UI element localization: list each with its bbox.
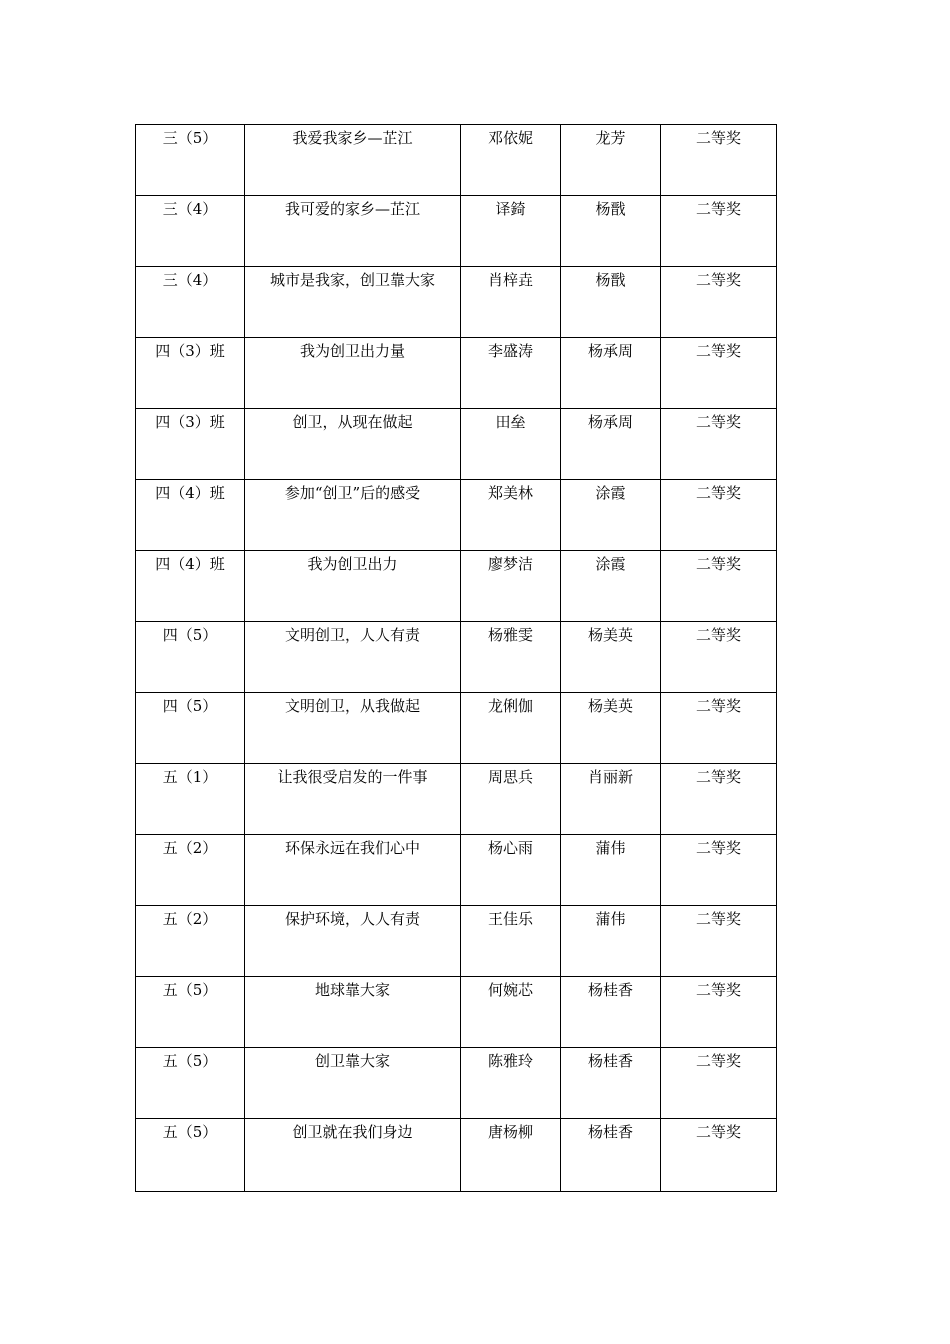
class-cell: 五（2） <box>136 835 245 906</box>
table-row <box>136 977 777 1048</box>
teacher-cell: 杨戬 <box>561 267 661 338</box>
table-row <box>136 622 777 693</box>
class-cell: 四（5） <box>136 622 245 693</box>
title-cell: 我为创卫出力量 <box>245 338 461 409</box>
award-cell: 二等奖 <box>661 693 777 764</box>
class-cell: 五（5） <box>136 977 245 1048</box>
table-row <box>136 551 777 622</box>
title-cell: 让我很受启发的一件事 <box>245 764 461 835</box>
teacher-cell: 杨戬 <box>561 196 661 267</box>
teacher-cell: 蒲伟 <box>561 835 661 906</box>
title-cell: 参加“创卫”后的感受 <box>245 480 461 551</box>
student-cell: 田垒 <box>461 409 561 480</box>
award-cell: 二等奖 <box>661 835 777 906</box>
teacher-cell: 杨承周 <box>561 409 661 480</box>
award-cell: 二等奖 <box>661 196 777 267</box>
table-row <box>136 196 777 267</box>
award-cell: 二等奖 <box>661 125 777 196</box>
teacher-cell: 杨桂香 <box>561 977 661 1048</box>
table-row <box>136 764 777 835</box>
award-cell: 二等奖 <box>661 764 777 835</box>
student-cell: 龙俐伽 <box>461 693 561 764</box>
student-cell: 杨雅雯 <box>461 622 561 693</box>
class-cell: 五（5） <box>136 1119 245 1192</box>
title-cell: 创卫，从现在做起 <box>245 409 461 480</box>
award-cell: 二等奖 <box>661 977 777 1048</box>
class-cell: 三（4） <box>136 196 245 267</box>
student-cell: 廖梦洁 <box>461 551 561 622</box>
award-cell: 二等奖 <box>661 1119 777 1192</box>
class-cell: 三（5） <box>136 125 245 196</box>
title-cell: 地球靠大家 <box>245 977 461 1048</box>
class-cell: 三（4） <box>136 267 245 338</box>
award-cell: 二等奖 <box>661 906 777 977</box>
class-cell: 四（4）班 <box>136 551 245 622</box>
class-cell: 五（1） <box>136 764 245 835</box>
table-row <box>136 835 777 906</box>
award-cell: 二等奖 <box>661 551 777 622</box>
class-cell: 四（4）班 <box>136 480 245 551</box>
teacher-cell: 杨桂香 <box>561 1048 661 1119</box>
title-cell: 保护环境，人人有责 <box>245 906 461 977</box>
title-cell: 创卫就在我们身边 <box>245 1119 461 1192</box>
student-cell: 译錡 <box>461 196 561 267</box>
student-cell: 周思兵 <box>461 764 561 835</box>
title-cell: 我爱我家乡—芷江 <box>245 125 461 196</box>
student-cell: 郑美林 <box>461 480 561 551</box>
title-cell: 环保永远在我们心中 <box>245 835 461 906</box>
teacher-cell: 肖丽新 <box>561 764 661 835</box>
student-cell: 何婉芯 <box>461 977 561 1048</box>
class-cell: 四（3）班 <box>136 338 245 409</box>
class-cell: 四（3）班 <box>136 409 245 480</box>
award-cell: 二等奖 <box>661 480 777 551</box>
table-row <box>136 480 777 551</box>
title-cell: 城市是我家，创卫靠大家 <box>245 267 461 338</box>
student-cell: 李盛涛 <box>461 338 561 409</box>
student-cell: 邓依妮 <box>461 125 561 196</box>
award-cell: 二等奖 <box>661 409 777 480</box>
award-cell: 二等奖 <box>661 1048 777 1119</box>
table-row <box>136 906 777 977</box>
title-cell: 我可爱的家乡—芷江 <box>245 196 461 267</box>
table-row <box>136 267 777 338</box>
class-cell: 五（2） <box>136 906 245 977</box>
teacher-cell: 杨承周 <box>561 338 661 409</box>
table-row <box>136 338 777 409</box>
title-cell: 文明创卫，从我做起 <box>245 693 461 764</box>
teacher-cell: 蒲伟 <box>561 906 661 977</box>
student-cell: 唐杨柳 <box>461 1119 561 1192</box>
table-row <box>136 1119 777 1192</box>
student-cell: 王佳乐 <box>461 906 561 977</box>
teacher-cell: 杨美英 <box>561 622 661 693</box>
title-cell: 创卫靠大家 <box>245 1048 461 1119</box>
table-row <box>136 125 777 196</box>
table-row <box>136 1048 777 1119</box>
award-cell: 二等奖 <box>661 338 777 409</box>
title-cell: 我为创卫出力 <box>245 551 461 622</box>
student-cell: 肖梓垚 <box>461 267 561 338</box>
teacher-cell: 杨美英 <box>561 693 661 764</box>
student-cell: 杨心雨 <box>461 835 561 906</box>
teacher-cell: 杨桂香 <box>561 1119 661 1192</box>
title-cell: 文明创卫，人人有责 <box>245 622 461 693</box>
table-row <box>136 693 777 764</box>
teacher-cell: 龙芳 <box>561 125 661 196</box>
award-cell: 二等奖 <box>661 622 777 693</box>
teacher-cell: 涂霞 <box>561 480 661 551</box>
class-cell: 四（5） <box>136 693 245 764</box>
class-cell: 五（5） <box>136 1048 245 1119</box>
student-cell: 陈雅玲 <box>461 1048 561 1119</box>
teacher-cell: 涂霞 <box>561 551 661 622</box>
awards-table <box>135 124 777 1192</box>
table-row <box>136 409 777 480</box>
award-cell: 二等奖 <box>661 267 777 338</box>
